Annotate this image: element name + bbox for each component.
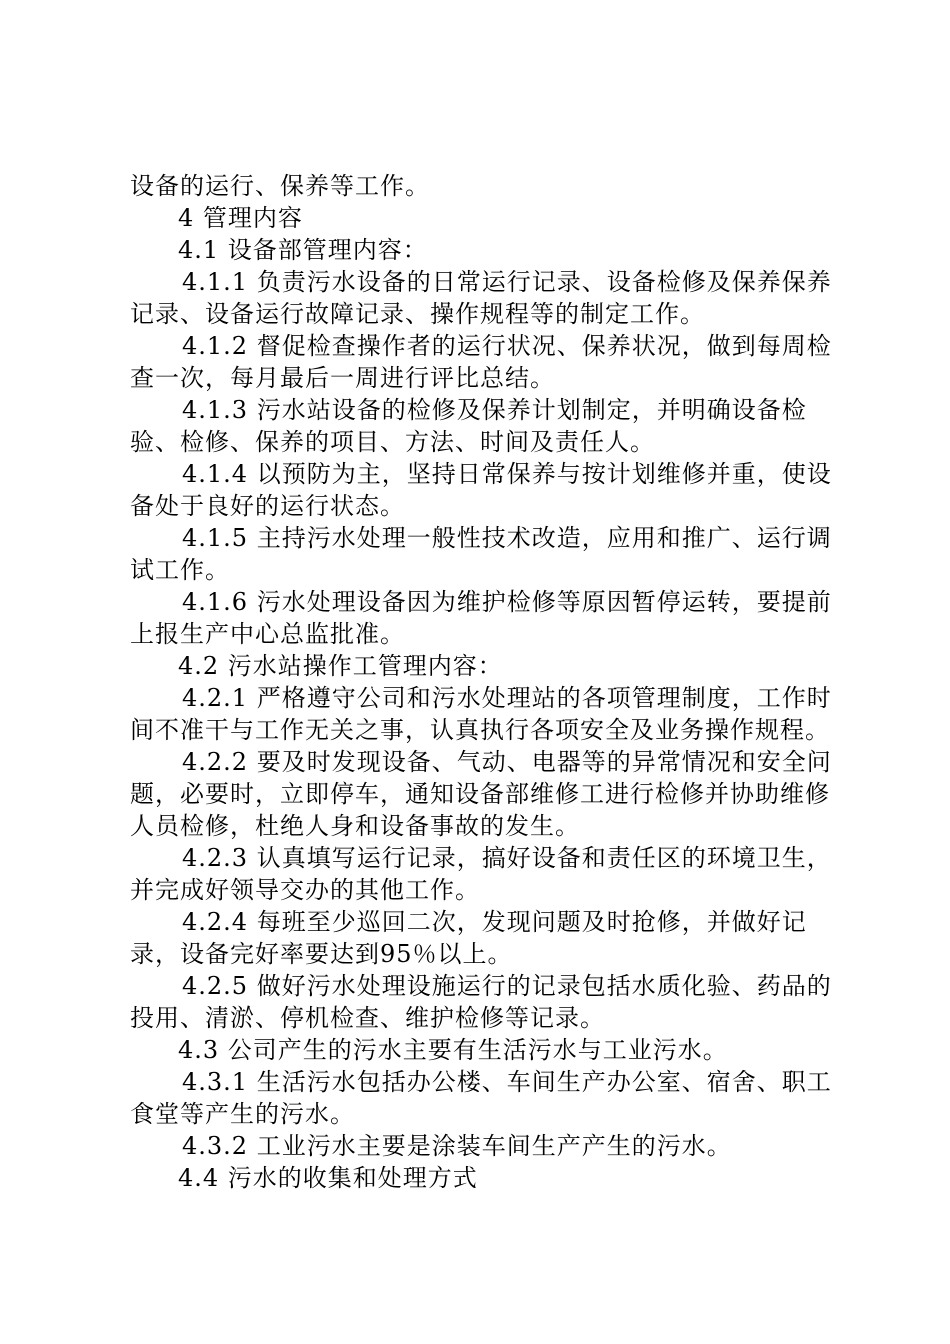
clause-4-1-1: 4.1.1 负责污水设备的日常运行记录、设备检修及保养保养记录、设备运行故障记录、操作规程等的制定工作。 (130, 268, 832, 328)
paragraph-continuation: 设备的运行、保养等工作。 (130, 172, 430, 200)
document-body (130, 170, 835, 1194)
clause-4-1-4: 4.1.4 以预防为主，坚持日常保养与按计划维修并重，使设备处于良好的运行状态。 (130, 460, 832, 520)
clause-4-1-6: 4.1.6 污水处理设备因为维护检修等原因暂停运转，要提前上报生产中心总监批准。 (130, 588, 832, 648)
clause-4-2-3: 4.2.3 认真填写运行记录，搞好设备和责任区的环境卫生，并完成好领导交办的其他工作。 (130, 844, 832, 904)
clause-4-1-2: 4.1.2 督促检查操作者的运行状况、保养状况，做到每周检查一次，每月最后一周进行评比总结。 (130, 332, 832, 392)
section-heading-4: 4 管理内容 (178, 204, 303, 232)
clause-4-2-5: 4.2.5 做好污水处理设施运行的记录包括水质化验、药品的投用、清淤、停机检查、维护检修等记录。 (130, 972, 832, 1032)
clause-4-2-1: 4.2.1 严格遵守公司和污水处理站的各项管理制度，工作时间不准干与工作无关之事，认真执行各项安全及业务操作规程。 (130, 684, 832, 744)
subsection-heading-4-1: 4.1 设备部管理内容： (178, 236, 428, 264)
clause-4-2-2: 4.2.2 要及时发现设备、气动、电器等的异常情况和安全问题，必要时，立即停车，通知设备部维修工进行检修并协助维修人员检修，杜绝人身和设备事故的发生。 (130, 748, 832, 840)
subsection-heading-4-3: 4.3 公司产生的污水主要有生活污水与工业污水。 (178, 1036, 728, 1064)
clause-4-2-4: 4.2.4 每班至少巡回二次，发现问题及时抢修，并做好记录，设备完好率要达到95％以上。 (130, 908, 807, 968)
subsection-heading-4-2: 4.2 污水站操作工管理内容： (178, 652, 503, 680)
clause-4-1-3: 4.1.3 污水站设备的检修及保养计划制定，并明确设备检验、检修、保养的项目、方法、时间及责任人。 (130, 396, 807, 456)
clause-4-3-2: 4.3.2 工业污水主要是涂装车间生产产生的污水。 (182, 1132, 732, 1160)
clause-4-3-1: 4.3.1 生活污水包括办公楼、车间生产办公室、宿舍、职工食堂等产生的污水。 (130, 1068, 832, 1128)
subsection-heading-4-4: 4.4 污水的收集和处理方式 (178, 1164, 478, 1192)
clause-4-1-5: 4.1.5 主持污水处理一般性技术改造，应用和推广、运行调试工作。 (130, 524, 832, 584)
